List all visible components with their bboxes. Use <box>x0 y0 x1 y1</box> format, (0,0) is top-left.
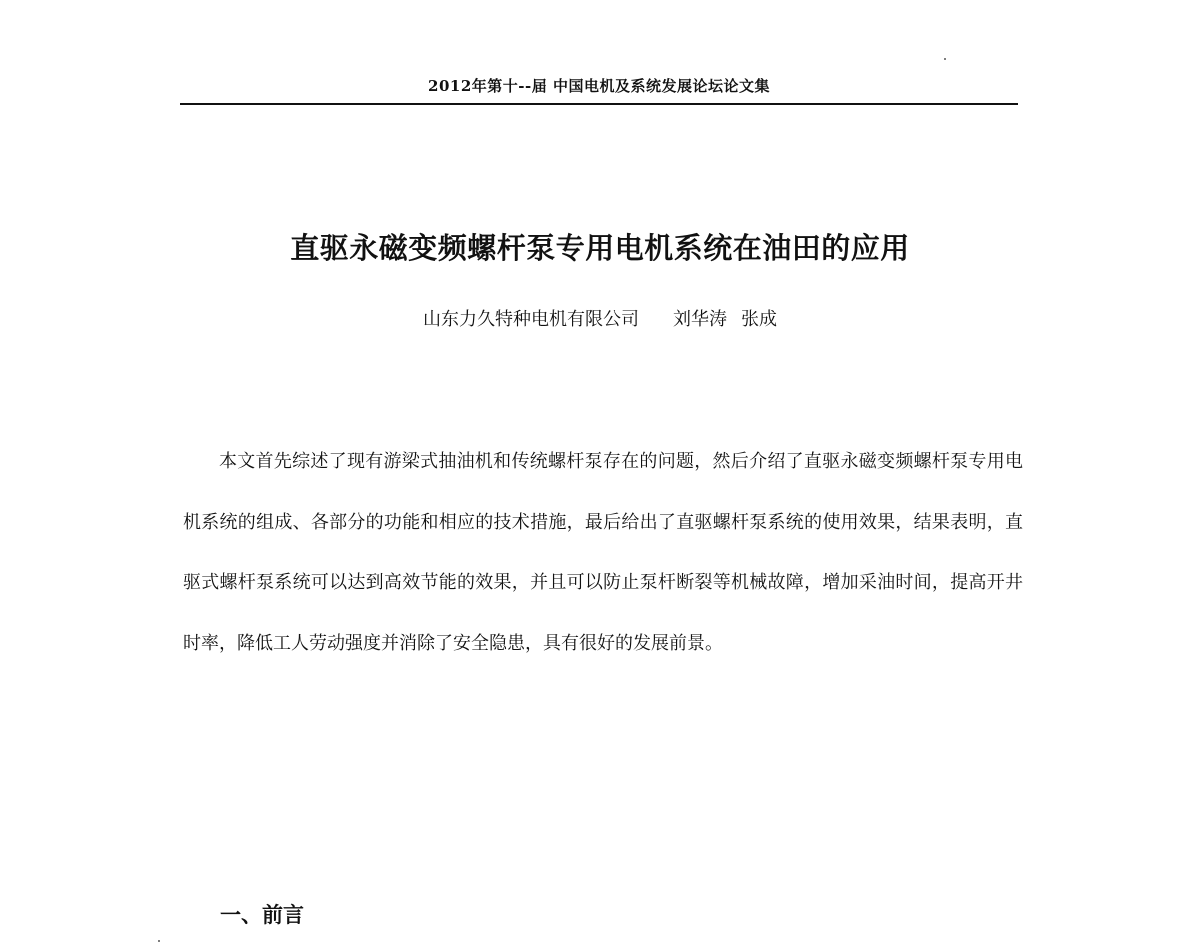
header-rule <box>180 103 1018 105</box>
paper-title: 直驱永磁变频螺杆泵专用电机系统在油田的应用 <box>290 231 910 265</box>
byline <box>160 306 1040 334</box>
section-heading: 一、前言 <box>220 903 304 927</box>
scan-speck <box>944 58 946 60</box>
scan-speck <box>158 940 160 942</box>
author-name: 张成 <box>741 309 777 330</box>
running-header: 2012年第十--届 中国电机及系统发展论坛论文集 <box>428 77 770 95</box>
abstract-paragraph: 本文首先综述了现有游梁式抽油机和传统螺杆泵存在的问题，然后介绍了直驱永磁变频螺杆泵专用电机系统的组成、各部分的功能和相应的技术措施，最后给出了直驱螺杆泵系统的使用效果，结果表明，直驱式螺杆泵系统可以达到高效节能的效果，并且可以防止泵杆断裂等机械故障，增加采油时间，提高开井时率，降低工人劳动强度并消除了安全隐患，具有很好的发展前景。 <box>183 451 1023 654</box>
author-name: 刘华涛 <box>673 309 727 330</box>
affiliation: 山东力久特种电机有限公司 <box>423 309 639 330</box>
